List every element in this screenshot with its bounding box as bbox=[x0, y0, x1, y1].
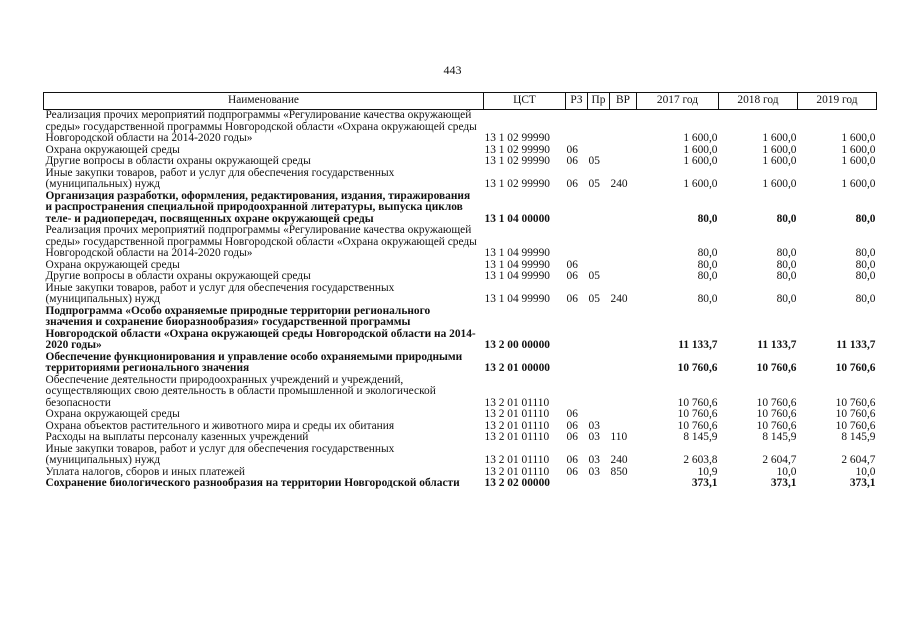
table-row bbox=[44, 225, 877, 260]
cell-cst: 13 2 00 00000 bbox=[484, 339, 550, 351]
table-row bbox=[44, 409, 877, 421]
cell-y2018: 10,0 bbox=[776, 465, 797, 478]
cell-cst: 13 1 04 99990 bbox=[484, 258, 550, 271]
cell-name: Другие вопросы в области охраны окружающей среды bbox=[45, 155, 311, 167]
cell-cst: 13 1 04 00000 bbox=[484, 212, 550, 225]
header-2018: 2018 год bbox=[719, 93, 798, 110]
cell-cst: 13 1 02 99990 bbox=[484, 178, 550, 190]
cell-name: Иные закупки товаров, работ и услуг для обеспечения государственных (муниципальных) нужд bbox=[45, 166, 395, 190]
cell-vr bbox=[610, 375, 637, 410]
cell-vr bbox=[610, 191, 637, 226]
cell-y2019: 373,1 bbox=[849, 477, 876, 489]
cell-vr: 240 bbox=[610, 178, 628, 190]
table-row bbox=[44, 168, 877, 191]
cell-name: Расходы на выплаты персоналу казенных учреждений bbox=[45, 431, 309, 443]
table-body bbox=[44, 110, 877, 490]
cell-y2018: 80,0 bbox=[776, 258, 797, 271]
cell-y2018: 1 600,0 bbox=[762, 155, 797, 167]
table-row bbox=[44, 352, 877, 375]
cell-name: Реализация прочих мероприятий подпрограммы «Регулирование качества окружающей среды» государственной программы Новгородской области «Охрана окружающей среды Новгородской области на 2014-2020 годы» bbox=[45, 224, 477, 259]
cell-vr bbox=[610, 478, 637, 490]
cell-rz: 06 bbox=[566, 258, 578, 271]
cell-rz bbox=[566, 375, 588, 410]
cell-pr: 05 bbox=[588, 293, 600, 305]
cell-rz: 06 bbox=[566, 408, 578, 420]
cell-name: Другие вопросы в области охраны окружающей среды bbox=[45, 270, 311, 282]
cell-rz bbox=[566, 191, 588, 226]
cell-name: Сохранение биологического разнообразия на территории Новгородской области bbox=[45, 477, 460, 489]
cell-rz: 06 bbox=[566, 178, 578, 190]
cell-y2017: 1 600,0 bbox=[683, 143, 718, 156]
cell-name: Обеспечение функционирования и управление особо охраняемыми природными территориями регионального значения bbox=[45, 350, 463, 374]
cell-cst: 13 2 01 01110 bbox=[484, 396, 550, 409]
cell-cst: 13 1 02 99990 bbox=[484, 155, 550, 167]
cell-pr bbox=[588, 110, 610, 145]
cell-cst: 13 1 04 99990 bbox=[484, 270, 550, 282]
cell-y2018: 2 604,7 bbox=[762, 454, 797, 466]
cell-y2018: 10 760,6 bbox=[756, 408, 797, 420]
cell-name: Реализация прочих мероприятий подпрограммы «Регулирование качества окружающей среды» государственной программы Новгородской области «Охрана окружающей среды Новгородской области на 2014-2020 годы» bbox=[45, 109, 477, 144]
cell-y2019: 10 760,6 bbox=[835, 396, 876, 409]
cell-name: Охрана объектов растительного и животного мира и среды их обитания bbox=[45, 419, 395, 432]
header-rz: РЗ bbox=[566, 93, 588, 110]
cell-y2019: 10 760,6 bbox=[835, 419, 876, 432]
table-row bbox=[44, 283, 877, 306]
cell-y2017: 10 760,6 bbox=[677, 396, 718, 409]
cell-y2017: 10,9 bbox=[697, 465, 718, 478]
cell-y2017: 80,0 bbox=[697, 270, 718, 282]
cell-y2018: 1 600,0 bbox=[762, 132, 797, 144]
table-row bbox=[44, 271, 877, 283]
cell-y2018: 1 600,0 bbox=[762, 178, 797, 190]
cell-y2019: 1 600,0 bbox=[841, 143, 876, 156]
cell-y2018: 80,0 bbox=[776, 293, 797, 305]
table-row bbox=[44, 110, 877, 145]
cell-y2017: 80,0 bbox=[697, 293, 718, 305]
cell-y2018: 10 760,6 bbox=[756, 362, 797, 374]
cell-y2018: 8 145,9 bbox=[762, 431, 797, 443]
cell-vr bbox=[610, 260, 637, 272]
cell-y2017: 10 760,6 bbox=[677, 408, 718, 420]
cell-vr: 850 bbox=[610, 465, 628, 478]
cell-y2019: 10 760,6 bbox=[835, 362, 876, 374]
cell-y2019: 80,0 bbox=[855, 247, 876, 259]
cell-vr bbox=[610, 110, 637, 145]
cell-y2019: 80,0 bbox=[855, 212, 876, 225]
cell-name: Охрана окружающей среды bbox=[45, 258, 180, 271]
cell-cst: 13 2 01 01110 bbox=[484, 408, 550, 420]
cell-vr: 240 bbox=[610, 293, 628, 305]
table-row bbox=[44, 191, 877, 226]
cell-rz bbox=[566, 225, 588, 260]
header-pr: Пр bbox=[588, 93, 610, 110]
cell-pr: 03 bbox=[588, 454, 600, 466]
cell-y2018: 1 600,0 bbox=[762, 143, 797, 156]
cell-cst: 13 1 04 99990 bbox=[484, 247, 550, 259]
table-row bbox=[44, 156, 877, 168]
cell-cst: 13 2 01 01110 bbox=[484, 419, 550, 432]
cell-rz bbox=[566, 110, 588, 145]
cell-y2018: 10 760,6 bbox=[756, 419, 797, 432]
cell-rz: 06 bbox=[566, 293, 578, 305]
cell-y2018: 80,0 bbox=[776, 270, 797, 282]
cell-y2018: 11 133,7 bbox=[757, 339, 797, 351]
page-number: 443 bbox=[443, 63, 462, 77]
cell-y2019: 1 600,0 bbox=[841, 155, 876, 167]
cell-pr bbox=[588, 352, 610, 375]
cell-pr bbox=[588, 478, 610, 490]
header-2019: 2019 год bbox=[798, 93, 877, 110]
cell-pr: 05 bbox=[588, 155, 600, 167]
cell-rz bbox=[566, 306, 588, 352]
table-header-row bbox=[44, 93, 877, 110]
cell-y2017: 80,0 bbox=[697, 258, 718, 271]
cell-y2017: 10 760,6 bbox=[677, 362, 718, 374]
cell-y2017: 80,0 bbox=[697, 247, 718, 259]
cell-pr: 05 bbox=[588, 270, 600, 282]
cell-y2017: 2 603,8 bbox=[683, 454, 718, 466]
cell-y2018: 80,0 bbox=[776, 247, 797, 259]
cell-y2019: 80,0 bbox=[855, 258, 876, 271]
header-name: Наименование bbox=[44, 93, 484, 110]
cell-rz: 06 bbox=[566, 454, 578, 466]
cell-rz: 06 bbox=[566, 419, 578, 432]
cell-y2019: 1 600,0 bbox=[841, 178, 876, 190]
cell-pr bbox=[588, 375, 610, 410]
cell-y2017: 373,1 bbox=[691, 477, 718, 489]
cell-name: Уплата налогов, сборов и иных платежей bbox=[45, 465, 245, 478]
cell-cst: 13 2 01 00000 bbox=[484, 362, 550, 374]
cell-pr bbox=[588, 191, 610, 226]
cell-y2018: 373,1 bbox=[770, 477, 797, 489]
cell-y2017: 8 145,9 bbox=[683, 431, 718, 443]
cell-pr: 03 bbox=[588, 465, 600, 478]
header-2017: 2017 год bbox=[637, 93, 719, 110]
cell-rz: 06 bbox=[566, 270, 578, 282]
cell-y2019: 2 604,7 bbox=[841, 454, 876, 466]
table-row bbox=[44, 444, 877, 467]
cell-rz: 06 bbox=[566, 465, 578, 478]
table-row bbox=[44, 432, 877, 444]
header-cst: ЦСТ bbox=[484, 93, 566, 110]
cell-vr bbox=[610, 225, 637, 260]
cell-y2019: 80,0 bbox=[855, 270, 876, 282]
cell-cst: 13 1 02 99990 bbox=[484, 143, 550, 156]
cell-y2018: 80,0 bbox=[776, 212, 797, 225]
cell-rz: 06 bbox=[566, 143, 578, 156]
budget-table bbox=[43, 92, 877, 490]
table-row bbox=[44, 478, 877, 490]
cell-y2019: 8 145,9 bbox=[841, 431, 876, 443]
cell-cst: 13 2 01 01110 bbox=[484, 454, 550, 466]
cell-vr bbox=[610, 352, 637, 375]
cell-pr bbox=[588, 409, 610, 421]
cell-vr bbox=[610, 156, 637, 168]
cell-rz: 06 bbox=[566, 155, 578, 167]
cell-name: Обеспечение деятельности природоохранных учреждений и учреждений, осуществляющих свою деятельность в области промышленной и экологической безопасности bbox=[45, 373, 436, 409]
cell-cst: 13 1 04 99990 bbox=[484, 293, 550, 305]
cell-name: Подпрограмма «Особо охраняемые природные территории регионального значения и сохранение биоразнообразия» государственной программы Новгородской области «Охрана окружающей среды Новгородской области на 2014-2020 годы» bbox=[45, 304, 476, 351]
cell-cst: 13 1 02 99990 bbox=[484, 132, 550, 144]
cell-y2018: 10 760,6 bbox=[756, 396, 797, 409]
cell-pr: 05 bbox=[588, 178, 600, 190]
cell-name: Охрана окружающей среды bbox=[45, 408, 180, 420]
cell-y2017: 80,0 bbox=[697, 212, 718, 225]
cell-y2019: 10 760,6 bbox=[835, 408, 876, 420]
cell-cst: 13 2 01 01110 bbox=[484, 465, 550, 478]
cell-y2017: 1 600,0 bbox=[683, 132, 718, 144]
cell-y2017: 11 133,7 bbox=[678, 339, 718, 351]
cell-name: Иные закупки товаров, работ и услуг для обеспечения государственных (муниципальных) нужд bbox=[45, 281, 395, 305]
header-vr: ВР bbox=[610, 93, 637, 110]
cell-y2017: 1 600,0 bbox=[683, 155, 718, 167]
cell-rz bbox=[566, 352, 588, 375]
cell-vr bbox=[610, 306, 637, 352]
cell-vr bbox=[610, 271, 637, 283]
cell-vr bbox=[610, 409, 637, 421]
cell-y2017: 1 600,0 bbox=[683, 178, 718, 190]
cell-cst: 13 2 01 01110 bbox=[484, 431, 550, 443]
cell-rz: 06 bbox=[566, 431, 578, 443]
cell-name: Охрана окружающей среды bbox=[45, 143, 180, 156]
cell-cst: 13 2 02 00000 bbox=[484, 477, 550, 489]
cell-pr: 03 bbox=[588, 431, 600, 443]
cell-pr bbox=[588, 306, 610, 352]
cell-y2017: 10 760,6 bbox=[677, 419, 718, 432]
cell-rz bbox=[566, 478, 588, 490]
cell-vr: 240 bbox=[610, 454, 628, 466]
table-row bbox=[44, 306, 877, 352]
cell-vr: 110 bbox=[610, 431, 628, 443]
cell-name: Иные закупки товаров, работ и услуг для обеспечения государственных (муниципальных) нужд bbox=[45, 442, 395, 466]
cell-pr bbox=[588, 225, 610, 260]
cell-y2019: 11 133,7 bbox=[836, 339, 876, 351]
table-row bbox=[44, 375, 877, 410]
cell-y2019: 10,0 bbox=[855, 465, 876, 478]
cell-name: Организация разработки, оформления, редактирования, издания, тиражирования и распространения специальной природоохранной литературы, выпуска циклов теле- и радиопередач, посвященных охране окружающей среды bbox=[45, 189, 471, 225]
cell-y2019: 80,0 bbox=[855, 293, 876, 305]
cell-vr bbox=[610, 145, 637, 157]
cell-pr: 03 bbox=[588, 419, 600, 432]
cell-y2019: 1 600,0 bbox=[841, 132, 876, 144]
